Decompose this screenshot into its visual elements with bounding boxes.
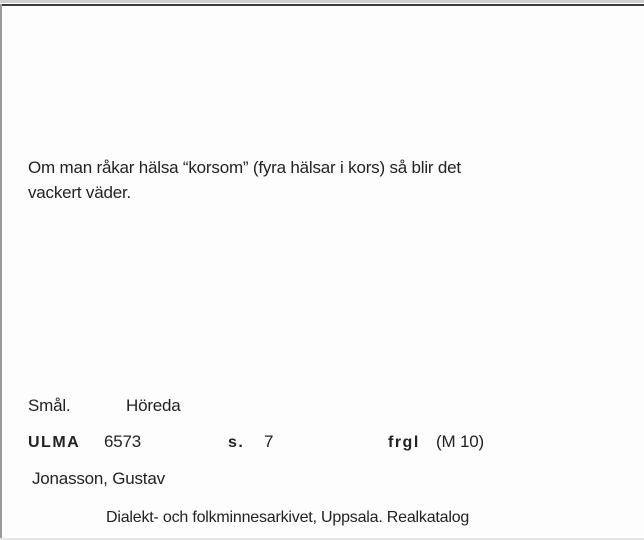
page-label: s. [228, 434, 245, 451]
record-number: 6573 [104, 432, 142, 451]
informant-name: Jonasson, Gustav [32, 469, 165, 488]
archive-footer: Dialekt- och folkminnesarkivet, Uppsala. Realkatalog [106, 509, 470, 526]
parish-label: Höreda [126, 396, 181, 415]
archive-code: ULMA [28, 434, 81, 451]
left-border [0, 4, 2, 540]
category-code: frgl [388, 434, 420, 451]
page-number: 7 [264, 432, 274, 451]
top-edge [0, 0, 644, 3]
category-reference: (M 10) [436, 432, 484, 451]
record-text-line-1: Om man råkar hälsa “korsom” (fyra hälsar i kors) så blir det [28, 158, 461, 177]
record-text-line-2: vackert väder. [28, 183, 132, 202]
province-label: Smål. [28, 396, 71, 415]
record-text [28, 155, 588, 205]
top-border [0, 4, 644, 6]
